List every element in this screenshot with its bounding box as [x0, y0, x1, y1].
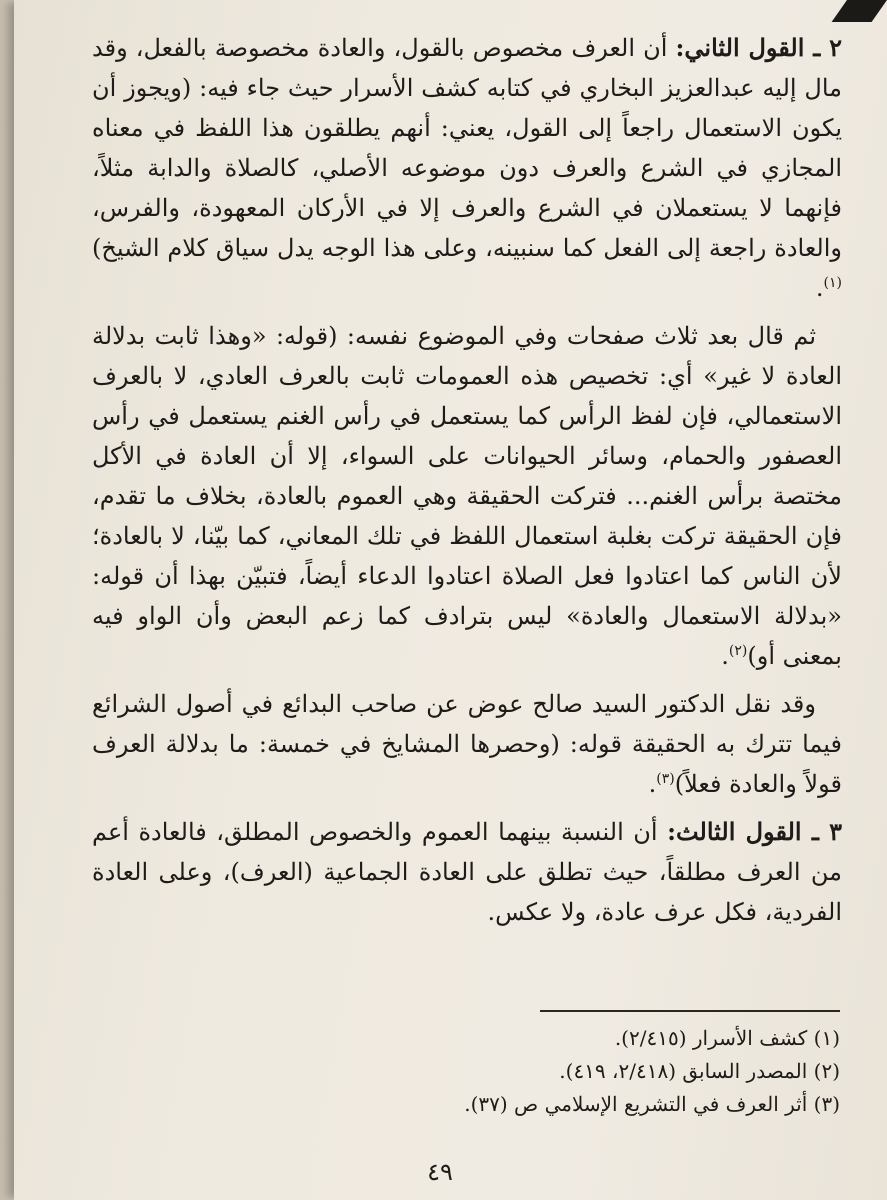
paragraph-text: ثم قال بعد ثلاث صفحات وفي الموضوع نفسه: (قوله: «وهذا ثابت بدلالة العادة لا غير» أي: تخصيص هذه العمومات ثابت بالعرف العادي، لا بالعرف الاستعمالي، فإن لفظ الرأس كما يستعمل في رأس الغنم يستعمل في رأس العصفور والحمام، وسائر الحيوانات على السواء، إلا أن العادة في الأكل مختصة برأس الغنم... فتركت الحقيقة وهي العموم بالعادة، بخلاف ما تقدم، فإن الحقيقة تركت بغلبة استعمال اللفظ في تلك المعاني، كما بيّنا، لا بالعادة؛ لأن الناس كما اعتادوا فعل الصلاة اعتادوا الدعاء أيضاً، فتبيّن بهذا أن قوله: «بدلالة الاستعمال والعادة» ليس بترادف كما زعم البعض وأن الواو فيه بمعنى أو): [92, 322, 842, 670]
paragraph-label: ٢ ـ القول الثاني:: [675, 33, 842, 62]
background-corner: [832, 0, 887, 22]
paragraph-second-opinion: [92, 28, 842, 308]
paragraph-quote: [92, 316, 842, 676]
footnote-ref: (٢): [728, 643, 748, 659]
paragraph-end: .: [721, 642, 729, 670]
paragraph-text: وقد نقل الدكتور السيد صالح عوض عن صاحب البدائع في أصول الشرائع فيما تترك به الحقيقة قوله: (وحصرها المشايخ في خمسة: ما بدلالة العرف قولاً والعادة فعلاً): [92, 690, 842, 798]
paragraph-end: .: [648, 770, 657, 798]
paragraph-text: أن العرف مخصوص بالقول، والعادة مخصوصة بالفعل، وقد مال إليه عبدالعزيز البخاري في كتابه كشف الأسرار حيث جاء فيه: (ويجوز أن يكون الاستعمال راجعاً إلى القول، يعني: أنهم يطلقون هذا اللفظ في معناه المجازي في الشرع والعرف دون موضوعه الأصلي، كالصلاة والدابة مثلاً، فإنهما لا يستعملان في الشرع والعرف إلا في الأركان المعهودة، والفرس، والعادة راجعة إلى الفعل كما سنبينه، وعلى هذا الوجه يدل سياق كلام الشيخ): [92, 34, 842, 262]
footnote-ref: (١): [823, 275, 842, 291]
footnote-separator: [540, 1010, 840, 1012]
footnote-3: (٣) أثر العرف في التشريع الإسلامي ص (٣٧).: [464, 1092, 840, 1116]
page-number: ٤٩: [427, 1158, 453, 1186]
main-text-block: [92, 28, 842, 940]
paragraph-text: أن النسبة بينهما العموم والخصوص المطلق، فالعادة أعم من العرف مطلقاً، حيث تطلق على العادة الجماعية (العرف)، وعلى العادة الفردية، فكل عرف عادة، ولا عكس.: [92, 818, 842, 926]
footnote-1: (١) كشف الأسرار (٢/٤١٥).: [614, 1026, 840, 1050]
paragraph-transmission: [92, 684, 842, 804]
footnote-2: (٢) المصدر السابق (٢/٤١٨، ٤١٩).: [559, 1059, 840, 1083]
book-spine-edge: [0, 0, 14, 1200]
paragraph-end: .: [815, 274, 824, 302]
paragraph-label: ٣ ـ القول الثالث:: [667, 817, 843, 846]
footnotes: [92, 1022, 840, 1121]
paragraph-third-opinion: [92, 812, 842, 932]
footnote-ref: (٣): [656, 771, 675, 787]
